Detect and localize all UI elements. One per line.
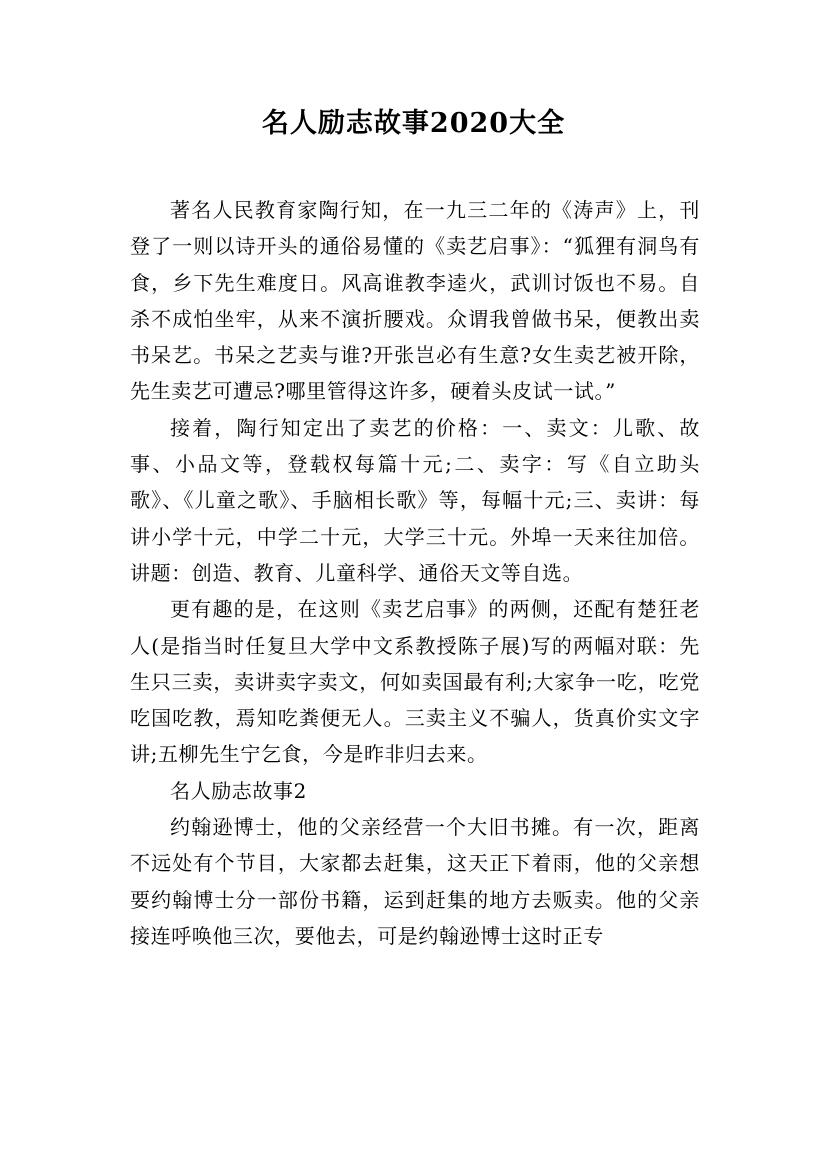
document-body: [130, 192, 700, 954]
section-heading: 名人励志故事2: [170, 778, 307, 803]
paragraph: 更有趣的是，在这则《卖艺启事》的两侧，还配有楚狂老人(是指当时任复旦大学中文系教授陈子展)写的两幅对联：先生只三卖，卖讲卖字卖文，何如卖国最有利;大家争一吃，吃党吃国吃教，焉知吃粪便无人。三卖主义不骗人，货真价实文字讲;五柳先生宁乞食，今是昨非归去来。: [130, 597, 700, 767]
paragraph: 约翰逊博士，他的父亲经营一个大旧书摊。有一次，距离不远处有个节目，大家都去赶集，这天正下着雨，他的父亲想要约翰博士分一部份书籍，运到赶集的地方去贩卖。他的父亲接连呼唤他三次，要他去，可是约翰逊博士这时正专: [130, 815, 700, 948]
document-title: 名人励志故事2020大全: [261, 108, 566, 139]
paragraph: 接着，陶行知定出了卖艺的价格：一、卖文：儿歌、故事、小品文等，登载权每篇十元;二、卖字：写《自立助头歌》、《儿童之歌》、手脑相长歌》等，每幅十元;三、卖讲：每讲小学十元，中学二十元，大学三十元。外埠一天来往加倍。讲题：创造、教育、儿童科学、通俗天文等自选。: [130, 415, 700, 585]
paragraph: 著名人民教育家陶行知，在一九三二年的《涛声》上，刊登了一则以诗开头的通俗易懂的《卖艺启事》：“狐狸有洞鸟有食，乡下先生难度日。风高谁教李逵火，武训讨饭也不易。自杀不成怕坐牢，从来不演折腰戏。众谓我曾做书呆，便教出卖书呆艺。书呆之艺卖与谁?开张岂必有生意?女生卖艺被开除，先生卖艺可遭忌?哪里管得这许多，硬着头皮试一试。”: [130, 198, 700, 404]
